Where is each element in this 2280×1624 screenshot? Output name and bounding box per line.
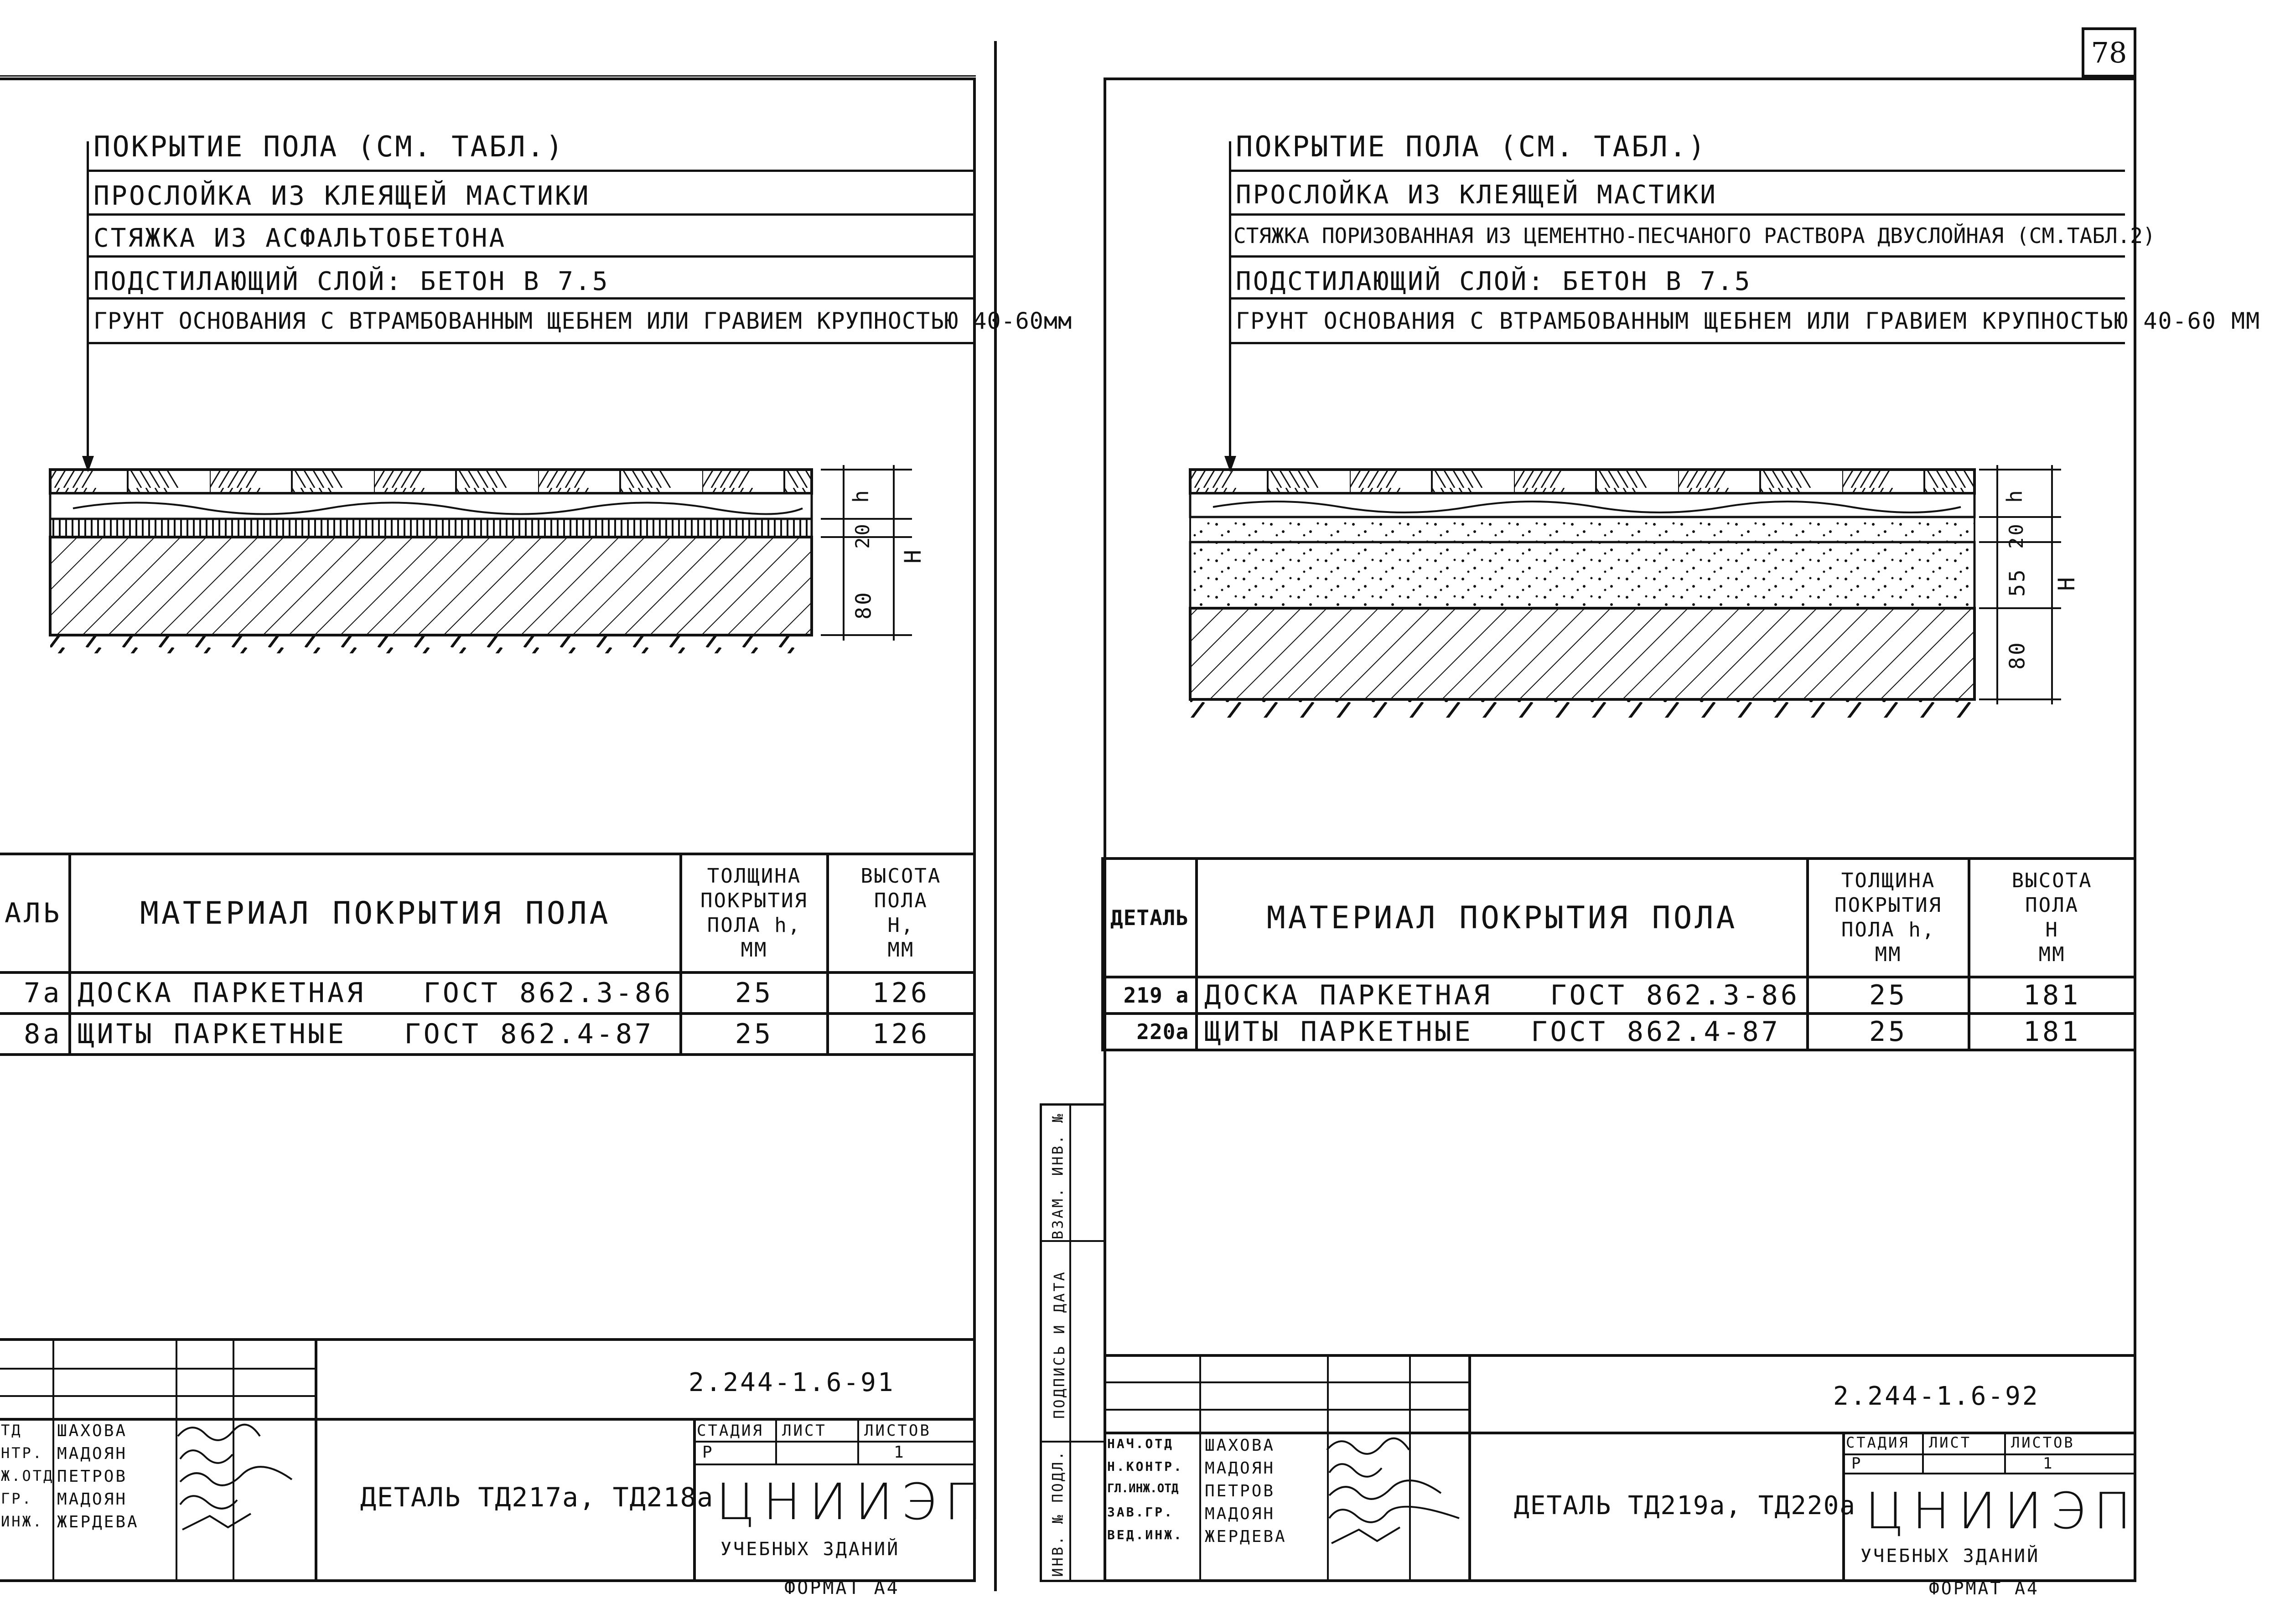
left-layer-line bbox=[89, 297, 974, 300]
asphalt-layer bbox=[50, 519, 812, 537]
row-material: ДОСКА ПАРКЕТНАЯ ГОСТ 862.3-86 bbox=[1197, 977, 1808, 1014]
right-layer-label: ПОДСТИЛАЮЩИЙ СЛОЙ: БЕТОН В 7.5 bbox=[1236, 267, 1752, 296]
right-layer-label: СТЯЖКА ПОРИЗОВАННАЯ ИЗ ЦЕМЕНТНО-ПЕСЧАНОГО РАСТВОРА ДВУСЛОЙНАЯ (СМ.ТАБЛ.2) bbox=[1233, 223, 2156, 248]
right-layer-label: ПРОСЛОЙКА ИЗ КЛЕЯЩЕЙ МАСТИКИ bbox=[1236, 180, 1718, 210]
concrete-layer bbox=[50, 537, 812, 635]
left-layer-label: ПРОСЛОЙКА ИЗ КЛЕЯЩЕЙ МАСТИКИ bbox=[93, 180, 591, 211]
left-org: ЦНИИЭП bbox=[716, 1473, 990, 1531]
screed-layer-1 bbox=[1190, 517, 1974, 542]
left-top-dash bbox=[0, 75, 976, 77]
left-format: ФОРМАТ А4 bbox=[784, 1577, 900, 1598]
row-thickness: 25 bbox=[1808, 977, 1969, 1014]
left-layer-label: ПОДСТИЛАЮЩИЙ СЛОЙ: БЕТОН В 7.5 bbox=[93, 267, 610, 296]
left-dim-H: H bbox=[900, 548, 927, 564]
row-thickness: 25 bbox=[681, 972, 828, 1014]
col-detail-header: ДЕТАЛЬ bbox=[1103, 859, 1197, 977]
right-layer-line bbox=[1231, 255, 2125, 258]
page-number: 78 bbox=[2091, 36, 2127, 69]
right-dim-20: 20 bbox=[2005, 522, 2027, 549]
screed-layer-2 bbox=[1190, 542, 1974, 608]
ground-marks bbox=[1190, 699, 1974, 718]
page-number-box bbox=[2082, 27, 2136, 78]
col-thickness-header: ТОЛЩИНА ПОКРЫТИЯ ПОЛА h, ММ bbox=[681, 854, 828, 972]
left-leader-line bbox=[87, 141, 89, 465]
left-dim-h: h bbox=[848, 488, 873, 503]
center-divider bbox=[994, 41, 997, 1591]
right-signatures bbox=[1322, 1432, 1477, 1550]
row-material: ЩИТЫ ПАРКЕТНЫЕ ГОСТ 862.4-87 bbox=[1197, 1014, 1808, 1050]
row-height: 126 bbox=[828, 972, 974, 1014]
row-material: ЩИТЫ ПАРКЕТНЫЕ ГОСТ 862.4-87 bbox=[70, 1014, 681, 1055]
left-layer-label: ПОКРЫТИЕ ПОЛА (СМ. ТАБЛ.) bbox=[93, 130, 565, 163]
left-detail-title: ДЕТАЛЬ ТД217а, ТД218а bbox=[360, 1482, 714, 1513]
col-material-header: МАТЕРИАЛ ПОКРЫТИЯ ПОЛА bbox=[1197, 859, 1808, 977]
right-layer-label: ПОКРЫТИЕ ПОЛА (СМ. ТАБЛ.) bbox=[1236, 130, 1707, 163]
left-dim-80: 80 bbox=[851, 590, 876, 620]
right-leader-line bbox=[1229, 141, 1231, 465]
right-dim-80: 80 bbox=[2005, 641, 2030, 670]
col-height-header: ВЫСОТА ПОЛА H, ММ bbox=[828, 854, 974, 972]
row-height: 181 bbox=[1969, 977, 2135, 1014]
concrete-layer bbox=[1190, 608, 1974, 699]
left-dim-20: 20 bbox=[851, 522, 874, 549]
row-material: ДОСКА ПАРКЕТНАЯ ГОСТ 862.3-86 bbox=[70, 972, 681, 1014]
row-detail: 220а bbox=[1103, 1014, 1197, 1050]
left-material-table bbox=[0, 853, 976, 1056]
col-material-header: МАТЕРИАЛ ПОКРЫТИЯ ПОЛА bbox=[70, 854, 681, 972]
right-layer-line bbox=[1231, 342, 2125, 344]
table-row bbox=[0, 972, 974, 1014]
left-sheet bbox=[0, 78, 976, 1582]
table-row bbox=[1103, 977, 2135, 1014]
right-layer-line bbox=[1231, 297, 2125, 300]
row-detail: 219 а bbox=[1103, 977, 1197, 1014]
left-floor-section bbox=[46, 465, 935, 657]
row-thickness: 25 bbox=[681, 1014, 828, 1055]
left-layer-line bbox=[89, 342, 974, 344]
left-org-sub: УЧЕБНЫХ ЗДАНИЙ bbox=[720, 1539, 900, 1560]
table-row bbox=[0, 1014, 974, 1055]
right-dim-55: 55 bbox=[2005, 568, 2030, 597]
left-layer-line bbox=[89, 255, 974, 258]
right-dim-h: h bbox=[2002, 488, 2027, 503]
right-doc-code: 2.244-1.6-92 bbox=[1833, 1381, 2040, 1411]
right-dim-H: H bbox=[2053, 575, 2080, 591]
right-org-sub: УЧЕБНЫХ ЗДАНИЙ bbox=[1860, 1546, 2040, 1567]
left-layer-line bbox=[89, 170, 974, 172]
left-doc-code: 2.244-1.6-91 bbox=[689, 1368, 895, 1397]
col-thickness-header: ТОЛЩИНА ПОКРЫТИЯ ПОЛА h, ММ bbox=[1808, 859, 1969, 977]
col-height-header: ВЫСОТА ПОЛА H ММ bbox=[1969, 859, 2135, 977]
left-layer-label: СТЯЖКА ИЗ АСФАЛЬТОБЕТОНА bbox=[93, 223, 507, 253]
col-detail-header: АЛЬ bbox=[0, 854, 70, 972]
row-height: 126 bbox=[828, 1014, 974, 1055]
row-detail: 7а bbox=[0, 972, 70, 1014]
right-format: ФОРМАТ А4 bbox=[1929, 1578, 2039, 1598]
right-detail-title: ДЕТАЛЬ ТД219а, ТД220а bbox=[1514, 1491, 1856, 1521]
left-signatures bbox=[173, 1418, 319, 1536]
right-layer-label: ГРУНТ ОСНОВАНИЯ С ВТРАМБОВАННЫМ ЩЕБНЕМ ИЛИ ГРАВИЕМ КРУПНОСТЬЮ 40-60 ММ bbox=[1236, 308, 2261, 334]
right-layer-line bbox=[1231, 170, 2125, 172]
left-layer-line bbox=[89, 213, 974, 216]
right-org: ЦНИИЭП bbox=[1865, 1482, 2140, 1540]
ground-marks bbox=[50, 635, 812, 653]
left-layer-label: ГРУНТ ОСНОВАНИЯ С ВТРАМБОВАННЫМ ЩЕБНЕМ ИЛИ ГРАВИЕМ КРУПНОСТЬЮ 40-60мм bbox=[93, 308, 1073, 334]
parquet-layer bbox=[50, 470, 812, 493]
table-row bbox=[1103, 1014, 2135, 1050]
row-height: 181 bbox=[1969, 1014, 2135, 1050]
row-thickness: 25 bbox=[1808, 1014, 1969, 1050]
right-layer-line bbox=[1231, 213, 2125, 216]
right-material-table bbox=[1101, 857, 2136, 1051]
parquet-layer bbox=[1190, 470, 1974, 493]
row-detail: 8а bbox=[0, 1014, 70, 1055]
right-floor-section bbox=[1186, 465, 2079, 720]
